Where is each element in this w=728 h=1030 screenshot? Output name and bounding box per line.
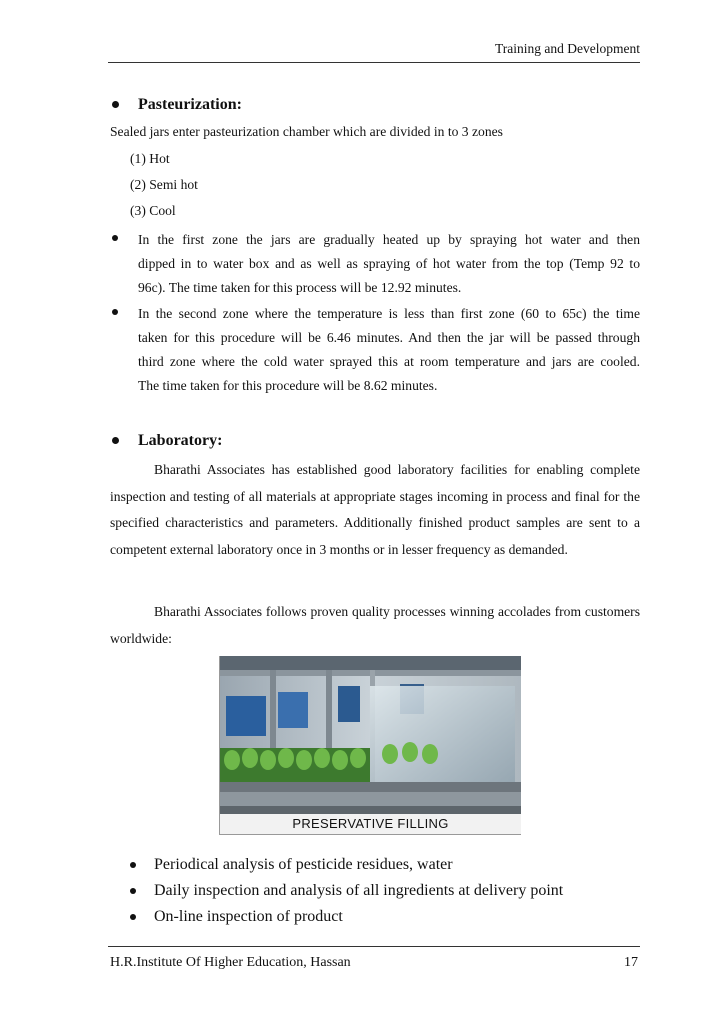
zone-item: (1) Hot (130, 151, 170, 166)
bullet-icon (112, 437, 119, 444)
photo-caption: PRESERVATIVE FILLING (220, 814, 521, 834)
zone-item: (2) Semi hot (130, 177, 198, 192)
footer-institute: H.R.Institute Of Higher Education, Hassan (110, 955, 351, 970)
bullet-icon (130, 888, 136, 894)
bullet-icon (130, 914, 136, 920)
quality-paragraph: Bharathi Associates follows proven quality processes winning accolades from customers worldwide: (110, 604, 640, 646)
bullet-icon (112, 235, 118, 241)
footer-rule (108, 946, 640, 947)
bullet-icon (130, 862, 136, 868)
running-header: Training and Development (495, 41, 640, 56)
pasteurization-intro: Sealed jars enter pasteurization chamber which are divided in to 3 zones (110, 124, 503, 139)
machine-image (220, 656, 521, 814)
preservative-filling-photo (219, 656, 521, 835)
bullet-icon (112, 309, 118, 315)
page-number: 17 (624, 955, 638, 970)
laboratory-paragraph: Bharathi Associates has established good laboratory facilities for enabling complete inspection and testing of all materials at appropriate stages incoming in process and final for the specified characteristics and parameters. Additionally finished product samples are sent to a competent external laboratory once in 3 months or in lesser frequency as demanded. (110, 462, 640, 557)
header-rule (108, 62, 640, 63)
bullet-icon (112, 101, 119, 108)
zone-item: (3) Cool (130, 203, 176, 218)
